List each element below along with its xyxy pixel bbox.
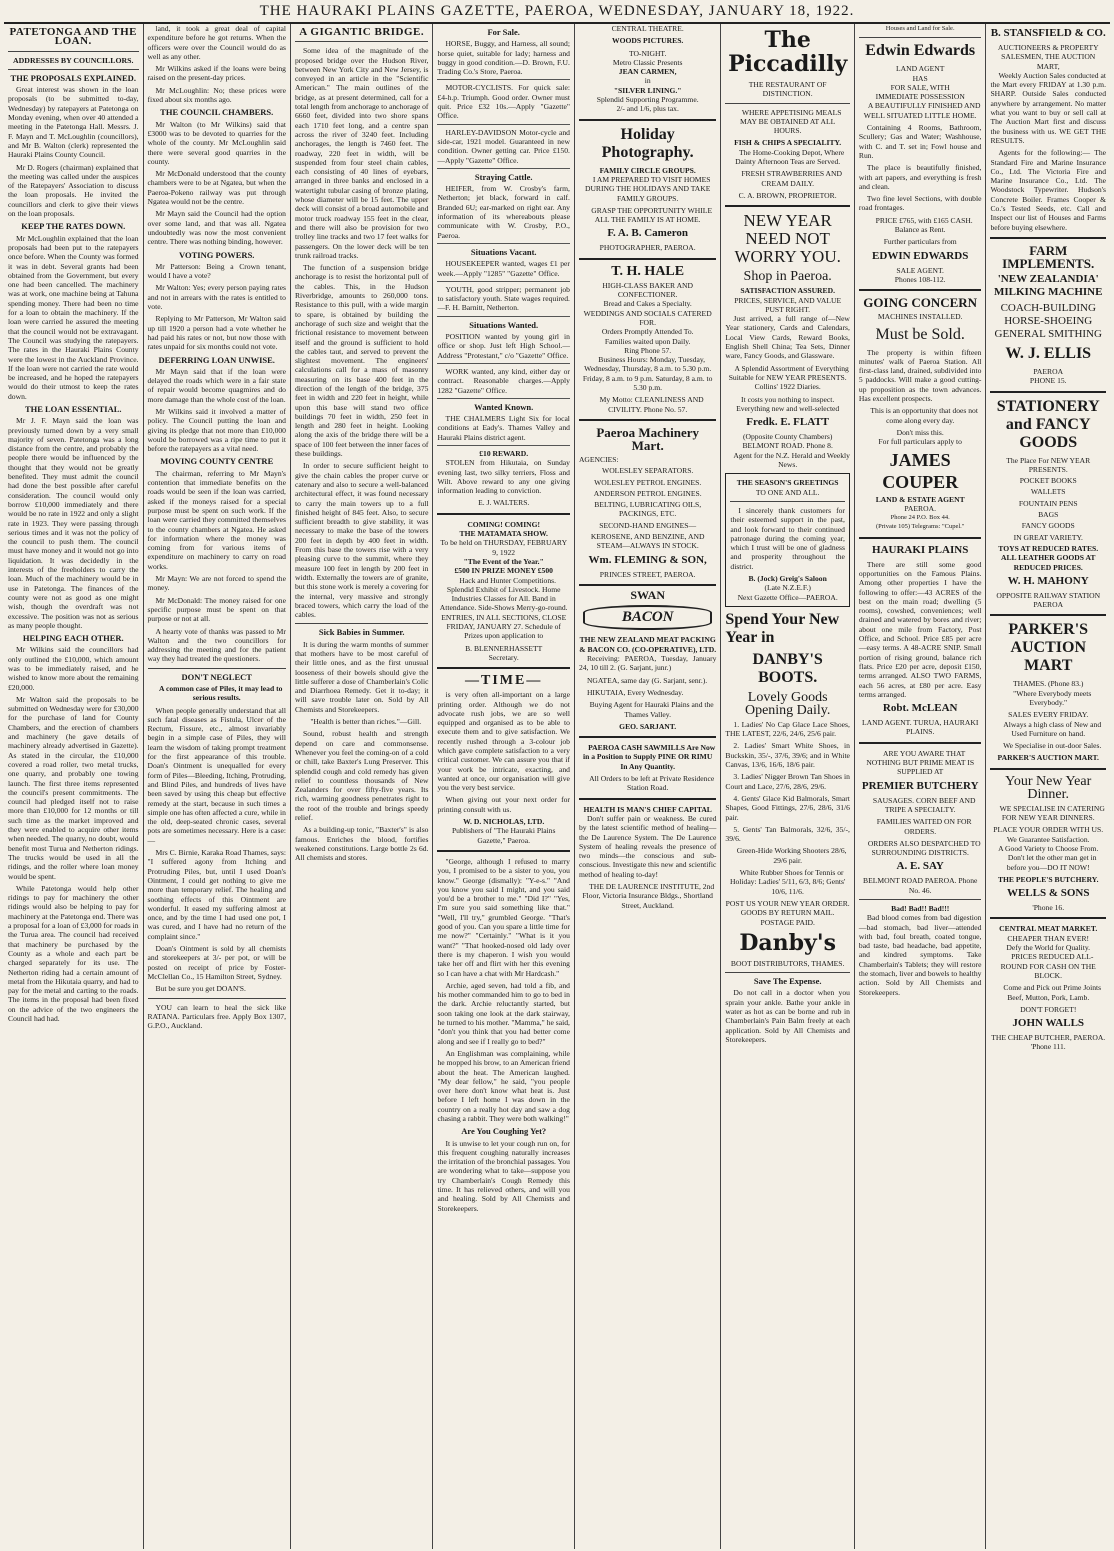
- wells-name: WELLS & SONS: [1006, 887, 1090, 900]
- paragraph: While Patetonga would help other ridings to pay for machinery the other ridings would also be helping to pay for machinery at the Patetonga end. There was a proposal for a loan of £3,000 for roads in the Turua area. The council had received that machinery be purchased by the County as a whole and each part be charged separately for its use. The Netherton riding had a certain amount of metal from the Hikutaia quarry, and had to pay for the metal and carting to the roads. The items in the proposal had been fixed on the advice of the two engineers the Council had had.: [8, 883, 139, 1023]
- meat-market-line: CHEAPER THAN EVER!: [1007, 933, 1090, 943]
- baker-motto: My Motto: CLEANLINESS AND CIVILITY. Phone No. 57.: [599, 395, 704, 414]
- column-ads-1: [575, 24, 721, 1549]
- baker-phone: Ring Phone 57.: [624, 345, 672, 355]
- edwards-forsale: FOR SALE, WITH: [890, 82, 950, 92]
- baker-line: Orders Promptly Attended To.: [601, 327, 694, 337]
- publisher-name: W. D. NICHOLAS, LTD.: [463, 817, 545, 827]
- peoples-butchery: THE PEOPLE'S BUTCHERY.: [997, 874, 1099, 884]
- newyear-body: A Splendid Assortment of Everything Suitable for NEW YEAR PRESENTS. Collins' 1922 Diaries.: [728, 363, 849, 392]
- swan-receiving: Receiving: PAEROA, Tuesday, January 24, 10 till 2. (G. Sarjant, junr.): [578, 654, 717, 673]
- newyear-line: It costs you nothing to inspect.: [741, 394, 835, 404]
- column-ads-4: [986, 24, 1110, 1549]
- newyear-line: Everything new and well-selected: [736, 403, 840, 413]
- paragraph: Mr McDonald understood that the county chambers were to be at Ngatea, but when the Paeroa-Pokeno railway was put through Ngatea would not be the centre.: [147, 169, 286, 207]
- paragraph: But be sure you get DOAN'S.: [155, 984, 246, 994]
- danby-item: 4. Gents' Glace Kid Balmorals, Smart Shapes, Good Fittings, 27/6, 28/6, 31/6 pair.: [725, 793, 850, 822]
- danby-line: Green-Hide Working Shooters 28/6, 29/6 pair.: [736, 846, 847, 865]
- butchery-intro: ARE YOU AWARE THAT NOTHING BUT PRIME MEAT IS SUPPLIED AT: [866, 748, 975, 777]
- section-heading: VOTING POWERS.: [179, 249, 255, 260]
- milking-machine: 'NEW ZEALANDIA' MILKING MACHINE: [993, 272, 1103, 298]
- walls-phone: 'Phone 111.: [1030, 1042, 1066, 1052]
- article-title: A GIGANTIC BRIDGE.: [299, 26, 425, 38]
- danby-item: 5. Gents' Tan Balmorals, 32/6, 35/-, 39/6.: [725, 824, 850, 844]
- danby-item: 3. Ladies' Nigger Brown Tan Shoes in Court and Lace, 27/6, 28/6, 29/6.: [725, 772, 850, 791]
- stationery-item: IN GREAT VARIETY.: [1013, 532, 1083, 542]
- mart-address: PRINCES STREET, PAEROA.: [599, 569, 696, 579]
- walls-name: JOHN WALLS: [1012, 1017, 1085, 1030]
- paragraph: Mr Mayn said the Council had the option over some land, and that was all. Ngatea undoubtedly was now the most convenient centre. There was nothing binding, however.: [147, 209, 286, 247]
- masthead: THE HAURAKI PLAINS GAZETTE, PAEROA, WEDNESDAY, JANUARY 18, 1922.: [4, 0, 1110, 24]
- mart-item: WOLESLEY PETROL ENGINES.: [594, 477, 702, 487]
- show-prize: £500 IN PRIZE MONEY £500: [454, 566, 553, 576]
- story: An Englishman was complaining, while he mopped his brow, to an American friend about the heat. The American laughed. "My dear fellow," he said, "you people over here don't know what heat is. Just before I left home I was down in the country on a really hot day and saw a dog chasing a rabbit. They were both walking!": [437, 1048, 570, 1123]
- stansfield-title: AUCTIONEERS & PROPERTY SALESMEN, THE AUCTION MART,: [997, 43, 1099, 71]
- parker-line: We Specialise in out-door Sales.: [1003, 741, 1102, 751]
- couper-town: PAEROA.: [904, 503, 936, 513]
- stationery-item: FOUNTAIN PENS: [1018, 498, 1078, 508]
- paragraph: Mr Walton (to Mr Wilkins) said that £3000 was to be devoted to quarries for the whole of the county. Mr McLoughlin said there were several good quarries in the county.: [147, 119, 286, 166]
- photo-sub: FAMILY CIRCLE GROUPS.: [599, 165, 696, 175]
- couper-last: COUPER: [882, 471, 959, 492]
- meat-market-line: PRICES REDUCED ALL-ROUND FOR CASH ON THE BLOCK.: [1000, 952, 1096, 980]
- stansfield-body: Agents for the following:— The Standard Fire and Marine Insurance Co., Ltd. The Victoria Fire and Marine Insurance Co., Ltd. The Woodstock Typewriter. Hudson's Concrete Boiler. Frames Cooper & Co.'s Tested Seeds, etc. Call and Inspect our list of Houses and Farms before buying elsewhere.: [990, 148, 1106, 232]
- paragraph: Mr McLoughlin explained that the loan proposals had been put to the ratepayers once before. When the County was formed it was in debt. Several grants had been obtained from the Government, but every one had been cancelled. The machinery was at work, one machine being at Tahuna spending money. There had been no time for a loan to obtain the machinery. If the loan were carried he assured the meeting that the council would not be extravagant. The Council was studying the ratepayers. The rates in the Hauraki Plains County were the lowest in the Auckland Province. If the loan were not carried the rate would be increased, and he hoped the ratepayers would do their utmost to keep the rates down.: [8, 233, 139, 401]
- column-classifieds: [433, 24, 574, 1549]
- danby-line: POST US YOUR NEW YEAR ORDER.: [725, 898, 850, 908]
- section-heading: HELPING EACH OTHER.: [22, 633, 124, 644]
- parker-title: PARKER'S AUCTION MART: [1008, 621, 1089, 675]
- theatre-star: JEAN CARMEN,: [618, 67, 677, 77]
- health-body: Don't suffer pain or weakness. Be cured by the latest scientific method of healing—the De Laurence System. The De Laurence System of healing reveals the presence of two minds—the conscious and sub-conscious. Investigate this new and scientific method of healing to-day!: [578, 813, 717, 879]
- ellis-name: W. J. ELLIS: [1005, 344, 1092, 362]
- smithing: COACH-BUILDING HORSE-SHOEING GENERAL SMITHING: [994, 301, 1102, 340]
- toys-line: TOYS AT REDUCED RATES.: [998, 543, 1099, 553]
- reward-signature: E. J. WALTERS.: [478, 498, 530, 508]
- mclean-title: LAND AGENT. TURUA, HAURAKI PLAINS.: [862, 718, 979, 737]
- classified-heading: For Sale.: [487, 27, 520, 37]
- classified-ad: THE CHALMERS Light Six for local conditions at Eady's. Thames Valley and Hauraki Plains district agent.: [437, 414, 569, 446]
- edwards-price: PRICE £765, with £165 CASH. Balance as Rent.: [875, 215, 973, 235]
- meat-market-title: CENTRAL MEAT MARKET.: [999, 924, 1098, 934]
- stationery-item: WALLETS: [1030, 487, 1066, 497]
- show-date: To be held on THURSDAY, FEBRUARY 9, 1922: [440, 538, 568, 557]
- paragraph: The chairman, referring to Mr Mayn's contention that immediate benefits on the roads would be seen if the loan was carried, asked if the moneys raised for a special purpose must be spent on such work. If the loan were carried they committed themselves to the county chambers at Ngatea. He asked for information where the money was coming from for various items of expenditure on machinery to carry on road works.: [147, 468, 286, 571]
- section-heading: Sick Babies in Summer.: [318, 627, 405, 638]
- stationery-item: BAGS: [1038, 510, 1059, 520]
- swan-receiving: NGATEA, same day (G. Sarjant, senr.).: [586, 675, 708, 685]
- mart-title: Paeroa Machinery Mart.: [596, 424, 699, 453]
- danby-item: 1. Ladies' No Cap Glace Lace Shoes, THE LATEST, 22/6, 24/6, 25/6 pair.: [725, 719, 850, 739]
- section-heading: THE PROPOSALS EXPLAINED.: [10, 72, 136, 83]
- edwards-title: LAND AGENT: [896, 64, 945, 74]
- edwards-further: Further particulars from: [883, 237, 957, 247]
- classified-heading: Straying Cattle.: [474, 171, 533, 182]
- paragraph: Mr Patterson: Being a Crown tenant, would I have a vote?: [147, 261, 286, 281]
- classified-ad: HARLEY-DAVIDSON Motor-cycle and side-car, 1921 model. Guaranteed in new condition. Owner getting car. Price £150.—Apply "Gazette" Office.: [437, 128, 569, 169]
- dinner-line: Don't let the other man get in before you—DO IT NOW!: [1006, 853, 1097, 872]
- column-bridge-article: [291, 24, 433, 1549]
- theatre-presents: Metro Classic Presents: [612, 57, 683, 67]
- section-heading: THE COUNCIL CHAMBERS.: [160, 107, 274, 118]
- going-concern-title: GOING CONCERN: [863, 295, 978, 311]
- meat-market-line: Come and Pick out Prime Joints Beef, Mutton, Pork, Lamb.: [1003, 983, 1102, 1002]
- show-secretary: B. BLENNERHASSETT: [465, 643, 543, 653]
- paragraph: Mr Mayn said that if the loan were delayed the roads which were in a fair state of repair would become quagmires and do more damage than the whole cost of the loan.: [147, 366, 286, 404]
- sawmill-orders: All Orders to be left at Private Residence Station Road.: [589, 774, 715, 793]
- classified-ad: HORSE, Buggy, and Harness, all sound; horse quiet, suitable for lady; harness and buggy in good condition.—D. Brown, F.U. Trading Co.'s Store, Paeroa.: [437, 39, 569, 80]
- saloon-name: B. (Jock) Greig's Saloon: [748, 573, 827, 583]
- piccadilly-sub: THE RESTAURANT OF DISTINCTION.: [748, 80, 827, 99]
- couper-contact: Phone 24 P.O. Box 44.: [890, 514, 950, 522]
- article-subtitle: ADDRESSES BY COUNCILLORS.: [13, 55, 134, 65]
- baker-line: Bread and Cakes a Specialty.: [603, 299, 692, 309]
- paragraph: It is unwise to let your cough run on, for this frequent coughing naturally increases the irritation of the bronchial passages. You are wondering what to take—suppose you try Chamberlain's Cough Remedy this time. It has relieved others, and will you and healing. Sold by All Chemists and Storekeepers.: [437, 1138, 570, 1213]
- leather-line: ALL LEATHER GOODS AT REDUCED PRICES.: [1001, 553, 1096, 572]
- edwards-phones: Phones 108-112.: [894, 274, 946, 284]
- couper-contact: (Private 105) Telegrams: "Cupel.": [875, 523, 965, 531]
- baker-desc: HIGH-CLASS BAKER AND CONFECTIONER.: [602, 280, 694, 300]
- dinner-line: A Good Variety to Choose From.: [998, 843, 1099, 853]
- butchery-line: SAUSAGES. CORN BEEF AND TRIPE A SPECIALTY.: [872, 795, 976, 814]
- photo-body: I AM PREPARED TO VISIT HOMES DURING THE HOLIDAYS AND TAKE FAMILY GROUPS.: [584, 174, 711, 203]
- column-loan-article: [4, 24, 144, 1549]
- wells-phone: 'Phone 16.: [1032, 903, 1065, 913]
- parker-name: PARKER'S AUCTION MART.: [997, 753, 1099, 763]
- theatre-programme: Splendid Supporting Programme.: [596, 95, 699, 105]
- newyear-shop: Shop in Paeroa.: [743, 269, 832, 285]
- edwards-name: Edwin Edwards: [865, 42, 976, 60]
- greetings-body: I sincerely thank customers for their esteemed support in the past, and look forward to their continued patronage during the coming year, which I trust will be one of gladness and prosperity throughout the district.: [730, 505, 845, 571]
- piccadilly-owner: C. A. BROWN, PROPRIETOR.: [738, 190, 837, 200]
- flatt-address: (Opposite County Chambers) BELMONT ROAD. Phone 8.: [742, 432, 833, 451]
- danby-line: GOODS BY RETURN MAIL. POSTAGE PAID.: [740, 908, 835, 927]
- danby-logo: Danby's: [739, 929, 836, 956]
- mclean-name: Robt. McLEAN: [882, 702, 958, 715]
- paragraph: Mrs C. Birnie, Karaka Road Thames, says: "I suffered agony from Itching and Protruding Piles, but, until I used Doan's Ointment, I could get nothing to give me more than temporary relief. The healing and soothing effects of this Ointment are wonderful. It eased my suffering almost at once, and by the time I had used one pot, I was cured, and I have had no return of the complaint since.": [147, 848, 286, 941]
- dinner-line: WE SPECIALISE IN CATERING FOR NEW YEAR DINNERS.: [999, 803, 1105, 823]
- mahony-address: OPPOSITE RAILWAY STATION PAEROA: [996, 590, 1101, 610]
- photo-title: Holiday Photography.: [601, 125, 694, 161]
- say-address: BELMONT ROAD PAEROA. Phone No. 46.: [863, 876, 978, 895]
- going-concern-body: The property is within fifteen minutes' walk of Paeroa Station. All first-class land, drained, subdivided into 5 paddocks. Will make a good cutting-up proposition as the town advances. Has excellent prospects.: [858, 347, 982, 404]
- section-heading: DEFERRING LOAN UNWISE.: [158, 354, 275, 365]
- swan-company: THE NEW ZEALAND MEAT PACKING & BACON CO. (CO-OPERATIVE), LTD.: [579, 635, 717, 654]
- bad-title: Bad! Bad!! Bad!!!: [891, 904, 950, 913]
- plains-body: There are still some good opportunities on the Famous Plains. Among other properties I have the following to offer:—43 ACRES of the best on the main road; dwelling (5 rooms), cowshed, conveniences; well drained and watered by bores and river; about one mile from Factory, Post Office, and School. Price £85 per acre—easy terms. A 48-ACRE SNIP. Small portion of rising ground, balance rich flats. Price £20 per acre, deposit £150, terms arranged. ALSO TWO FARMS, each 56 acres, at £80 per acre. Easy terms arranged.: [858, 559, 982, 699]
- photo-body: GRASP THE OPPORTUNITY WHILE ALL THE FAMILY IS AT HOME.: [591, 205, 713, 225]
- piccadilly-line: FISH & CHIPS A SPECIALITY.: [734, 138, 842, 148]
- ellis-town: PAEROA: [1033, 366, 1064, 376]
- swan-label: SWAN: [630, 587, 666, 602]
- article-title: PATETONGA AND THE LOAN.: [9, 26, 137, 48]
- edwards-sale-agent: SALE AGENT.: [896, 265, 944, 275]
- time-title: —TIME—: [465, 673, 543, 689]
- saloon-note: (Late N.Z.E.F.): [764, 583, 811, 593]
- classified-heading: Situations Vacant.: [470, 246, 537, 257]
- flatt-name: Fredk. E. FLATT: [746, 416, 830, 429]
- theatre-prices: 2/- and 1/6, plus tax.: [616, 104, 679, 114]
- flatt-agent: Agent for the N.Z. Herald and Weekly News.: [733, 450, 850, 470]
- danby-item: 2. Ladies' Smart White Shoes, in Buckskin, 35/-, 37/6, 39/6; and in White Canvas, 13/6, 16/6, 18/6 pair.: [725, 741, 850, 770]
- paragraph: Mr McLoughlin: No; these prices were fixed about six months ago.: [147, 85, 286, 105]
- mart-item: KEROSENE, AND BENZINE, AND STEAM—ALWAYS IN STOCK.: [590, 531, 705, 551]
- show-coming: COMING! COMING!: [467, 519, 541, 529]
- going-concern-line: Don't miss this.: [896, 427, 944, 437]
- column-ads-2: [721, 24, 855, 1549]
- edwards-possession: IMMEDIATE POSSESSION: [875, 92, 965, 102]
- mart-item: ANDERSON PETROL ENGINES.: [593, 488, 702, 498]
- paragraph: Mr Mayn: We are not forced to spend the money.: [147, 574, 286, 593]
- classified-ad: WORK wanted, any kind, either day or contract. Reasonable charges.—Apply 1282 "Gazette" Office.: [437, 367, 569, 399]
- paragraph: Replying to Mr Patterson, Mr Walton said up till 1920 a person had a vote whether he had paid his rates or not, but now those with rates unpaid for six months could not vote.: [147, 314, 286, 352]
- parker-line: Always a high class of New and Used Furniture on hand.: [1003, 719, 1102, 738]
- edwards-body: The place is beautifully finished, with art papers, and everything is fresh and clean.: [858, 163, 982, 191]
- show-secretary-title: Secretary.: [488, 652, 519, 662]
- swan-agent: Buying Agent for Hauraki Plains and the Thames Valley.: [589, 700, 714, 719]
- stansfield-name: B. STANSFIELD & CO.: [990, 27, 1106, 39]
- paragraph: As a building-up tonic, "Baxter's" is also famous. Enriches the blood, fortifies weakened constitutions. Large bottle 2s 6d. All chemists and stores.: [294, 825, 429, 863]
- bacon-logo: BACON: [583, 605, 712, 630]
- parker-slogan: "Where Everybody meets Everybody.": [1013, 688, 1092, 707]
- stationery-item: FANCY GOODS: [1021, 521, 1075, 531]
- classified-ad: YOUTH, good stripper; permanent job to satisfactory youth. State wages required.—F. H. Barnitt, Netherton.: [437, 285, 569, 317]
- section-heading: DON'T NEGLECT: [181, 671, 252, 682]
- story: "George, although I refused to marry you, I promised to be a sister to you, you know." George (dismally): "Y-e-s." "And you know you said I might, and you said you'd be a brother to me." "Did I?" "Yes, I'm sure you said something like that." "Well, I'll try," grumbled George. "That's good of you. Can you spare a little time for me now?" "Certainly." "What is it you want?" "That hooked-nosed old lady over there is my chaperon. I wish you would take her off and flirt with her this evening so I can have a chat with Mr Hardcash.": [437, 856, 570, 978]
- swan-agent-name: GEO. SARJANT.: [619, 721, 677, 731]
- walls-title: THE CHEAP BUTCHER, PAEROA.: [991, 1033, 1106, 1043]
- publisher-desc: Publishers of "The Hauraki Plains Gazette," Paeroa.: [451, 826, 556, 845]
- danby-line: White Rubber Shoes for Tennis or Holiday: Ladies' 5/11, 6/3, 8/6; Gents' 10/6, 11/6.: [730, 868, 846, 896]
- paragraph: When people generally understand that all such fatal diseases as Fistula, Ulcer of the Rectum, Fissure, etc., almost invariably begin in a simple case of Piles, they will learn the wisdom of taking prompt treatment for the first appearance of this trouble. Doan's Ointment is unequalled for every form of Piles—Bleeding, Itching, Protruding, and Blind Piles, and hundreds of lives have been saved by using this cheap but effective remedy at the start, because in such times a simple one has often affected a cure, while in the old, deep-seated chronic cases, several pots are sometimes necessary. Here is a case:—: [147, 705, 286, 845]
- mart-agencies: AGENCIES:: [578, 454, 619, 464]
- mahony-name: W. H. MAHONY: [1007, 574, 1089, 587]
- edwards-name-2: EDWIN EDWARDS: [872, 249, 969, 262]
- couper-first: JAMES: [889, 449, 951, 470]
- danby-intro: Spend Your New Year in: [725, 610, 840, 646]
- health-address: THE DE LAURENCE INSTITUTE, 2nd Floor, Victoria Insurance Bldgs., Shortland Street, Auckland.: [582, 882, 715, 910]
- classified-ad: HOUSEKEEPER wanted, wages £1 per week.—Apply "1285" "Gazette" Office.: [437, 259, 569, 282]
- baker-line: WEDDINGS AND SOCIALS CATERED FOR.: [583, 308, 712, 327]
- paragraph: Mr Wilkins said it involved a matter of policy. The Council putting the loan and giving its pledge that not more than £10,000 would be borrowed was a ripe time to put it before the ratepayers as a vital need.: [147, 406, 286, 454]
- piccadilly-line: WHERE APPETISING MEALS MAY BE OBTAINED AT ALL HOURS.: [740, 107, 842, 136]
- greetings-sub: TO ONE AND ALL.: [755, 487, 820, 497]
- stationery-title: STATIONERY and FANCY GOODS: [996, 397, 1100, 451]
- mart-owner: Wm. FLEMING & SON,: [588, 553, 707, 566]
- piccadilly-line: The Home-Cooking Depot, Where Dainty Afternoon Teas are Served.: [735, 147, 845, 167]
- parker-line: SALES EVERY FRIDAY.: [1008, 710, 1089, 720]
- theatre-name: CENTRAL THEATRE.: [611, 24, 684, 33]
- show-title: THE MATAMATA SHOW.: [459, 529, 548, 539]
- paragraph: Mr Wilkins said the councillors had only outlined the £10,000, which amount was to be immediately raised, and he wished to know more about the remaining £20,000.: [8, 645, 139, 692]
- stansfield-body: Weekly Auction Sales conducted at the Mart every FRIDAY at 1.30 p.m. SHARP. Outside Sales conducted anywhere by arrangement. No matter what you want to buy or sell call at The Auction Mart first and discuss the business with us. WE GET THE RESULTS.: [990, 70, 1106, 145]
- newyear-line: PRICES, SERVICE, AND VALUE PUST RIGHT.: [734, 295, 842, 314]
- column-ads-3: [855, 24, 987, 1549]
- stationery-sub: The Place For NEW YEAR PRESENTS.: [1006, 455, 1091, 474]
- classified-ad: HEIFER, from W. Crosby's farm, Netherton; jet black, forward in calf. Branded 6U; ear-marked on right ear. Any information of its whereabouts please communicate with W. Crosby, P.O., Paeroa.: [437, 184, 569, 244]
- theatre-tonight: TO-NIGHT.: [628, 48, 667, 58]
- theatre-in: in: [644, 76, 651, 86]
- edwards-body: Two fine level Sections, with double road frontages.: [858, 194, 982, 213]
- greetings-title: THE SEASON'S GREETINGS: [736, 478, 839, 488]
- show-details: Hack and Hunter Competitions. Splendid Exhibit of Livestock. Home Industries Classes for All. Band in Attendance. Side-Shows Merry-go-round. ENTRIES, IN ALL SECTIONS, CLOSE FRIDAY, JANUARY 27. Schedule of Prizes upon application to: [439, 575, 568, 641]
- danby-title: DANBY'S BOOTS.: [752, 650, 823, 686]
- dinner-title: Your New Year Dinner.: [1005, 773, 1092, 802]
- paragraph: Mr J. F. Mayn said the loan was previously turned down by a very small majority of seven. Patetonga was a long distance from the centre, and probably the people there would be influenced by the thought that they would not be greatly benefited. They must admit the council had done the best possible after careful consideration. The council would only borrow £10,000 immediately and there would be no rate in 1922 and only a slight rate in 1923. They were passing through serious times and it was not the policy of the council to push them. The council must have money and it would not go into liquidation. It was decidedly in the interests of the freeholders to carry the loan. Much of the machinery would be in use in Patetonga. The finances of the county were not as good as one might wish, though the overdraft was not excessive. The position was not as serious as many people thought.: [8, 416, 139, 630]
- paragraph: Some idea of the magnitude of the proposed bridge over the Hudson River, between New York City and New Jersey, is conveyed in an article in the "Scientific American." The main outlines of the bridge, as at present determined, call for a total length from anchorage to anchorage of 6660 feet, divided into two shore spans each 1710 feet long, and a centre span across the river of 3240 feet. Including anchorages, the length is 7460 feet. The roadway, 220 feet in width, will be suspended from four steel chain cables, each consisting of 40 lines of eyebars, arranged in three banks and enclosed in a watertight tubular casing of bronze plating, whose diameter will be 15 feet. The upper deck will consist of a broad automobile and motor truck roadway 155 feet in the clear, and there will also be provision for two trolley line tracks and two 17 feet walks for passengers. On the lower deck will be ten trunk railroad tracks.: [294, 46, 429, 260]
- swan-receiving: HIKUTAIA, Every Wednesday.: [586, 687, 684, 697]
- going-concern-body: This is an opportunity that does not come along every day.: [870, 406, 978, 425]
- section-heading: MOVING COUNTY CENTRE: [160, 456, 274, 467]
- mart-item: BELTING, LUBRICATING OILS, PACKINGS, ETC.: [594, 500, 702, 519]
- meat-market-line: Defy the World for Quality.: [1006, 943, 1091, 953]
- paragraph: Mr Walton said the proposals to be submitted on Wednesday were for £30,000 for the purchase of land for County Chambers, and the erection of chambers and machinery (he gave details of machinery already advertised in Gazette). As stated in the circular, the £10,000 covered a road roller, two metal trucks, one quarry, and probably one towing launch. The first three items represented the council's present commitments. The council had pledged itself not to raise more than £10,000 for 12 months or till such time as the market improved and they were enabled to acquire other items when needed. The quarry, no doubt, would benefit most Turua and Netherton ridings. The trucks would be used in all the ridings, and the roller where loan money would be spent.: [8, 694, 139, 881]
- houses-heading: Houses and Land for Sale.: [885, 25, 955, 32]
- baker-line: Families waited upon Daily.: [604, 336, 691, 346]
- classified-ad: STOLEN from Hikutaia, on Sunday evening last, two silky terriers, Floss and Wilt. Above reward to any one giving information leading to conviction.: [437, 458, 570, 496]
- photographer-name: F. A. B. Cameron: [607, 227, 689, 240]
- edwards-home: A BEAUTIFULLY FINISHED AND WELL SITUATED LITTLE HOME.: [863, 101, 981, 120]
- paragraph: It is during the warm months of summer that mothers have to be most careful of their little ones, and as the first unusual looseness of their bowels should give the little sufferer a dose of Chamberlain's Colic and Diarrhoea Remedy. Get it to-day; it will save trouble later on. Sold by All Chemists and Storekeepers.: [294, 639, 429, 714]
- paragraph: Sound, robust health and strength depend on care and commonsense. Whenever you feel the coming-on of a cold or chill, take Baxter's Lung Preserver. This splendid cough and cold remedy has given relief to countless thousands of New Zealanders for over fifty-five years. Its rich, warming goodness penetrates right to the root of the trouble and brings speedy relief.: [294, 729, 429, 823]
- paragraph: Doan's Ointment is sold by all chemists and storekeepers at 3/- per pot, or will be posted on receipt of price by Foster-McClellan Co., 15 Hamilton Street, Sydney.: [147, 944, 286, 981]
- stationery-item: POCKET BOOKS: [1019, 476, 1077, 486]
- column-loan-continued: [144, 24, 291, 1549]
- butchery-line: ORDERS ALSO DESPATCHED TO SURROUNDING DISTRICTS.: [867, 838, 981, 858]
- paragraph: "Health is better than riches."—Gill.: [310, 717, 422, 727]
- say-name: A. E. SAY: [896, 860, 944, 873]
- paragraph: Mr McDonald: The money raised for one specific purpose must be spent on that purpose or not at all.: [147, 595, 286, 624]
- paragraph: The function of a suspension bridge anchorage is to resist the horizontal pull of the cables. This, in the Hudson Riverbridge, amounts to 260,000 tons. Resistance to this pull, with a wide margin to spare, is obtained by building the anchorage of such size and weight that the frictional resistance to movement between itself and the ground is sufficient to hold the cables taut, and served to prevent the slightest movement. The engineers' calculations call for a mass of masonry measuring on its base 400 feet in the direction of the length of the bridge, 375 feet in width and 220 feet in height, while upon this base will stand two office buildings 70 feet in width, 250 feet in length and 280 feet in height. Looking along the axis of the bridge there will be a space of 100 feet between the inner faces of these buildings.: [294, 263, 429, 459]
- paragraph: land, it took a great deal of capital expenditure before he got returns. When the officers were over the Council would do as well as any other.: [147, 24, 286, 61]
- going-concern-line: For full particulars apply to: [878, 437, 962, 447]
- parker-loc: THAMES. (Phone 83.): [1013, 679, 1084, 689]
- baker-name: T. H. HALE: [611, 263, 685, 279]
- edwards-body: Containing 4 Rooms, Bathroom, Scullery; Gas and Water; Washhouse, with C. and T. set in; Fowl house and Run.: [858, 123, 982, 160]
- ellis-phone: PHONE 15.: [1029, 376, 1067, 386]
- paragraph: Great interest was shown in the loan proposals (to be submitted to-day, Wednesday) by ratepayers at Patetonga on Monday evening, when over 40 attended a meeting in the Patetonga Hall. Messrs. J. F. Mayn and T. McLoughlin (councillors), and Mr B. Walton (clerk) represented the Hauraki Plains County Council.: [8, 85, 139, 160]
- plains-title: HAURAKI PLAINS: [872, 543, 969, 556]
- section-heading: KEEP THE RATES DOWN.: [21, 221, 126, 232]
- baker-hours: Business Hours: Monday, Tuesday, Wednesday, Thursday, 8 a.m. to 5.30 p.m. Friday, 8 a.m. to 9 p.m. Saturday, 8 a.m. to 5.30 p.m.: [582, 355, 713, 393]
- couper-title: LAND & ESTATE AGENT: [875, 494, 965, 504]
- meat-market-line: DON'T FORGET!: [1020, 1004, 1077, 1014]
- danby-tagline: Lovely Goods Opening Daily.: [744, 689, 831, 718]
- section-heading: THE LOAN ESSENTIAL.: [24, 403, 122, 414]
- paragraph: A common case of Piles, it may lead to serious results.: [159, 684, 283, 703]
- must-be-sold: Must be Sold.: [875, 325, 965, 343]
- paragraph: YOU can learn to heal the sick like RATANA. Particulars free. Apply Box 1307, G.P.O., Auckland.: [147, 1002, 286, 1031]
- story: Archie, aged seven, had told a fib, and his mother commanded him to go to bed in the dark. Archie reluctantly started, but soon taking one look at the dark stairway, he turned to his mother. "Mamma," he said, "don't you think that you had better come along and see if I really go to bed?": [437, 980, 570, 1046]
- piccadilly-line: FRESH STRAWBERRIES AND CREAM DAILY.: [741, 169, 842, 188]
- newyear-body: Just arrived, a full range of—New Year stationery, Cards and Calendars, Local View Cards, Reward Books, English Shell China; Tea Sets, Dinner ware, Fancy Goods, and Glassware.: [725, 314, 850, 361]
- classified-heading: Situations Wanted.: [469, 319, 539, 330]
- newyear-title: NEW YEAR NEED NOT WORRY YOU.: [734, 211, 841, 267]
- sawmill-ad: PAEROA CASH SAWMILLS Are Now in a Position to Supply PINE OR RIMU In Any Quantity.: [583, 743, 716, 771]
- theatre-pictures: WOODS PICTURES.: [612, 36, 684, 46]
- paragraph: Mr Wilkins asked if the loans were being raised on the present-day prices.: [147, 64, 286, 83]
- paragraph: A hearty vote of thanks was passed to Mr Walton and the two councillors for addressing the meeting and for the patient way they had treated the questioners.: [147, 626, 286, 664]
- health-title: HEALTH IS MAN'S CHIEF CAPITAL: [583, 804, 712, 814]
- section-heading: Are You Coughing Yet?: [461, 1126, 547, 1137]
- going-concern-sub: MACHINES INSTALLED.: [877, 312, 963, 322]
- paragraph: In order to secure sufficient height to give the chain cables the proper curve or catenary and also to secure a well-balanced architectural effect, it was found necessary to carry the main towers up to a full finished height of 845 feet. Also, to secure sufficient breadth to give stability, it was necessary to make the base of the towers 200 feet in depth by 400 feet in width. From this base the towers rise with a very pleasing curve to the summit, where they measure 100 feet in length by 200 feet in width. Externally the towers are of granite, but this stone work is merely a covering for the internal, very massive and strongly braced towers, which carry the load of the cables.: [294, 461, 429, 620]
- newyear-line: SATISFACTION ASSURED.: [740, 286, 835, 296]
- reward-title: £10 REWARD.: [479, 448, 529, 458]
- mart-item: SECOND-HAND ENGINES—: [599, 520, 697, 530]
- classified-ad: POSITION wanted by young girl in office or shop. Just left High School.—Address "Protestant," c/o "Gazette" Office.: [437, 332, 569, 364]
- photographer-loc: PHOTOGRAPHER, PAEROA.: [599, 243, 696, 253]
- classified-heading: Wanted Known.: [474, 401, 534, 412]
- dinner-line: We Guarantee Satisfaction.: [1006, 834, 1090, 844]
- danby-distributors: BOOT DISTRIBUTORS, THAMES.: [730, 958, 845, 968]
- time-body: When giving out your next order for printing consult with us.: [437, 795, 570, 814]
- classified-ad: MOTOR-CYCLISTS. For quick sale: £4-h.p. Triumph. Good order. Owner must quit. Price £32 10s.—Apply "Gazette" Office.: [437, 83, 569, 124]
- dinner-line: PLACE YOUR ORDER WITH US.: [993, 825, 1104, 835]
- butchery-name: PREMIER BUTCHERY: [861, 779, 979, 792]
- edwards-has: HAS: [912, 73, 928, 83]
- paragraph: Mr Walton: Yes; every person paying rates and not in arrears with the rates is entitled to vote.: [147, 283, 286, 312]
- butchery-line: FAMILIES WAITED ON FOR ORDERS.: [876, 817, 972, 836]
- time-body: is very often all-important on a large printing order. Although we do not advocate rush jobs, we are so well equipped and organised as to be able to execute them and to give satisfaction. We recently rushed through a 3-colour job which gave complete satisfaction to a very critical customer. We can assure you that if your work be intricate, exacting, and wanted at once, our organisation will give you the very best service.: [437, 690, 570, 793]
- bad-body: Bad blood comes from bad digestion—bad stomach, bad liver—attended with bad, foul breath, coated tongue, bad taste, bad headache, bad appetite, and kindred symptoms. Take Chamberlain's Tablets; they will restore the stomach, liver and bowels to healthy action. Sold by All Chemists and Storekeepers.: [858, 913, 982, 997]
- theatre-film: "SILVER LINING.": [613, 85, 682, 95]
- paragraph: Do not call in a doctor when you sprain your ankle. Bathe your ankle in water as hot as can be borne and rub in Chamberlain's Pain Balm freely at each application. Sold by All Chemists and Storekeepers.: [725, 988, 850, 1044]
- piccadilly-title: The Piccadilly: [728, 27, 848, 77]
- section-heading: Save The Expense.: [753, 976, 822, 987]
- show-tagline: "The Event of the Year.": [463, 556, 544, 566]
- farm-title: FARM IMPLEMENTS.: [1002, 242, 1095, 271]
- paragraph: Mr D. Rogers (chairman) explained that the meeting was called under the auspices of the Ratepayers' Association to discuss the loan proposals. He invited the councillors and clerk to give their views on the loan proposals.: [8, 162, 139, 219]
- saloon-address: Next Gazette Office—PAEROA.: [737, 592, 838, 602]
- mart-item: WOLESLEY SEPARATORS.: [602, 466, 694, 476]
